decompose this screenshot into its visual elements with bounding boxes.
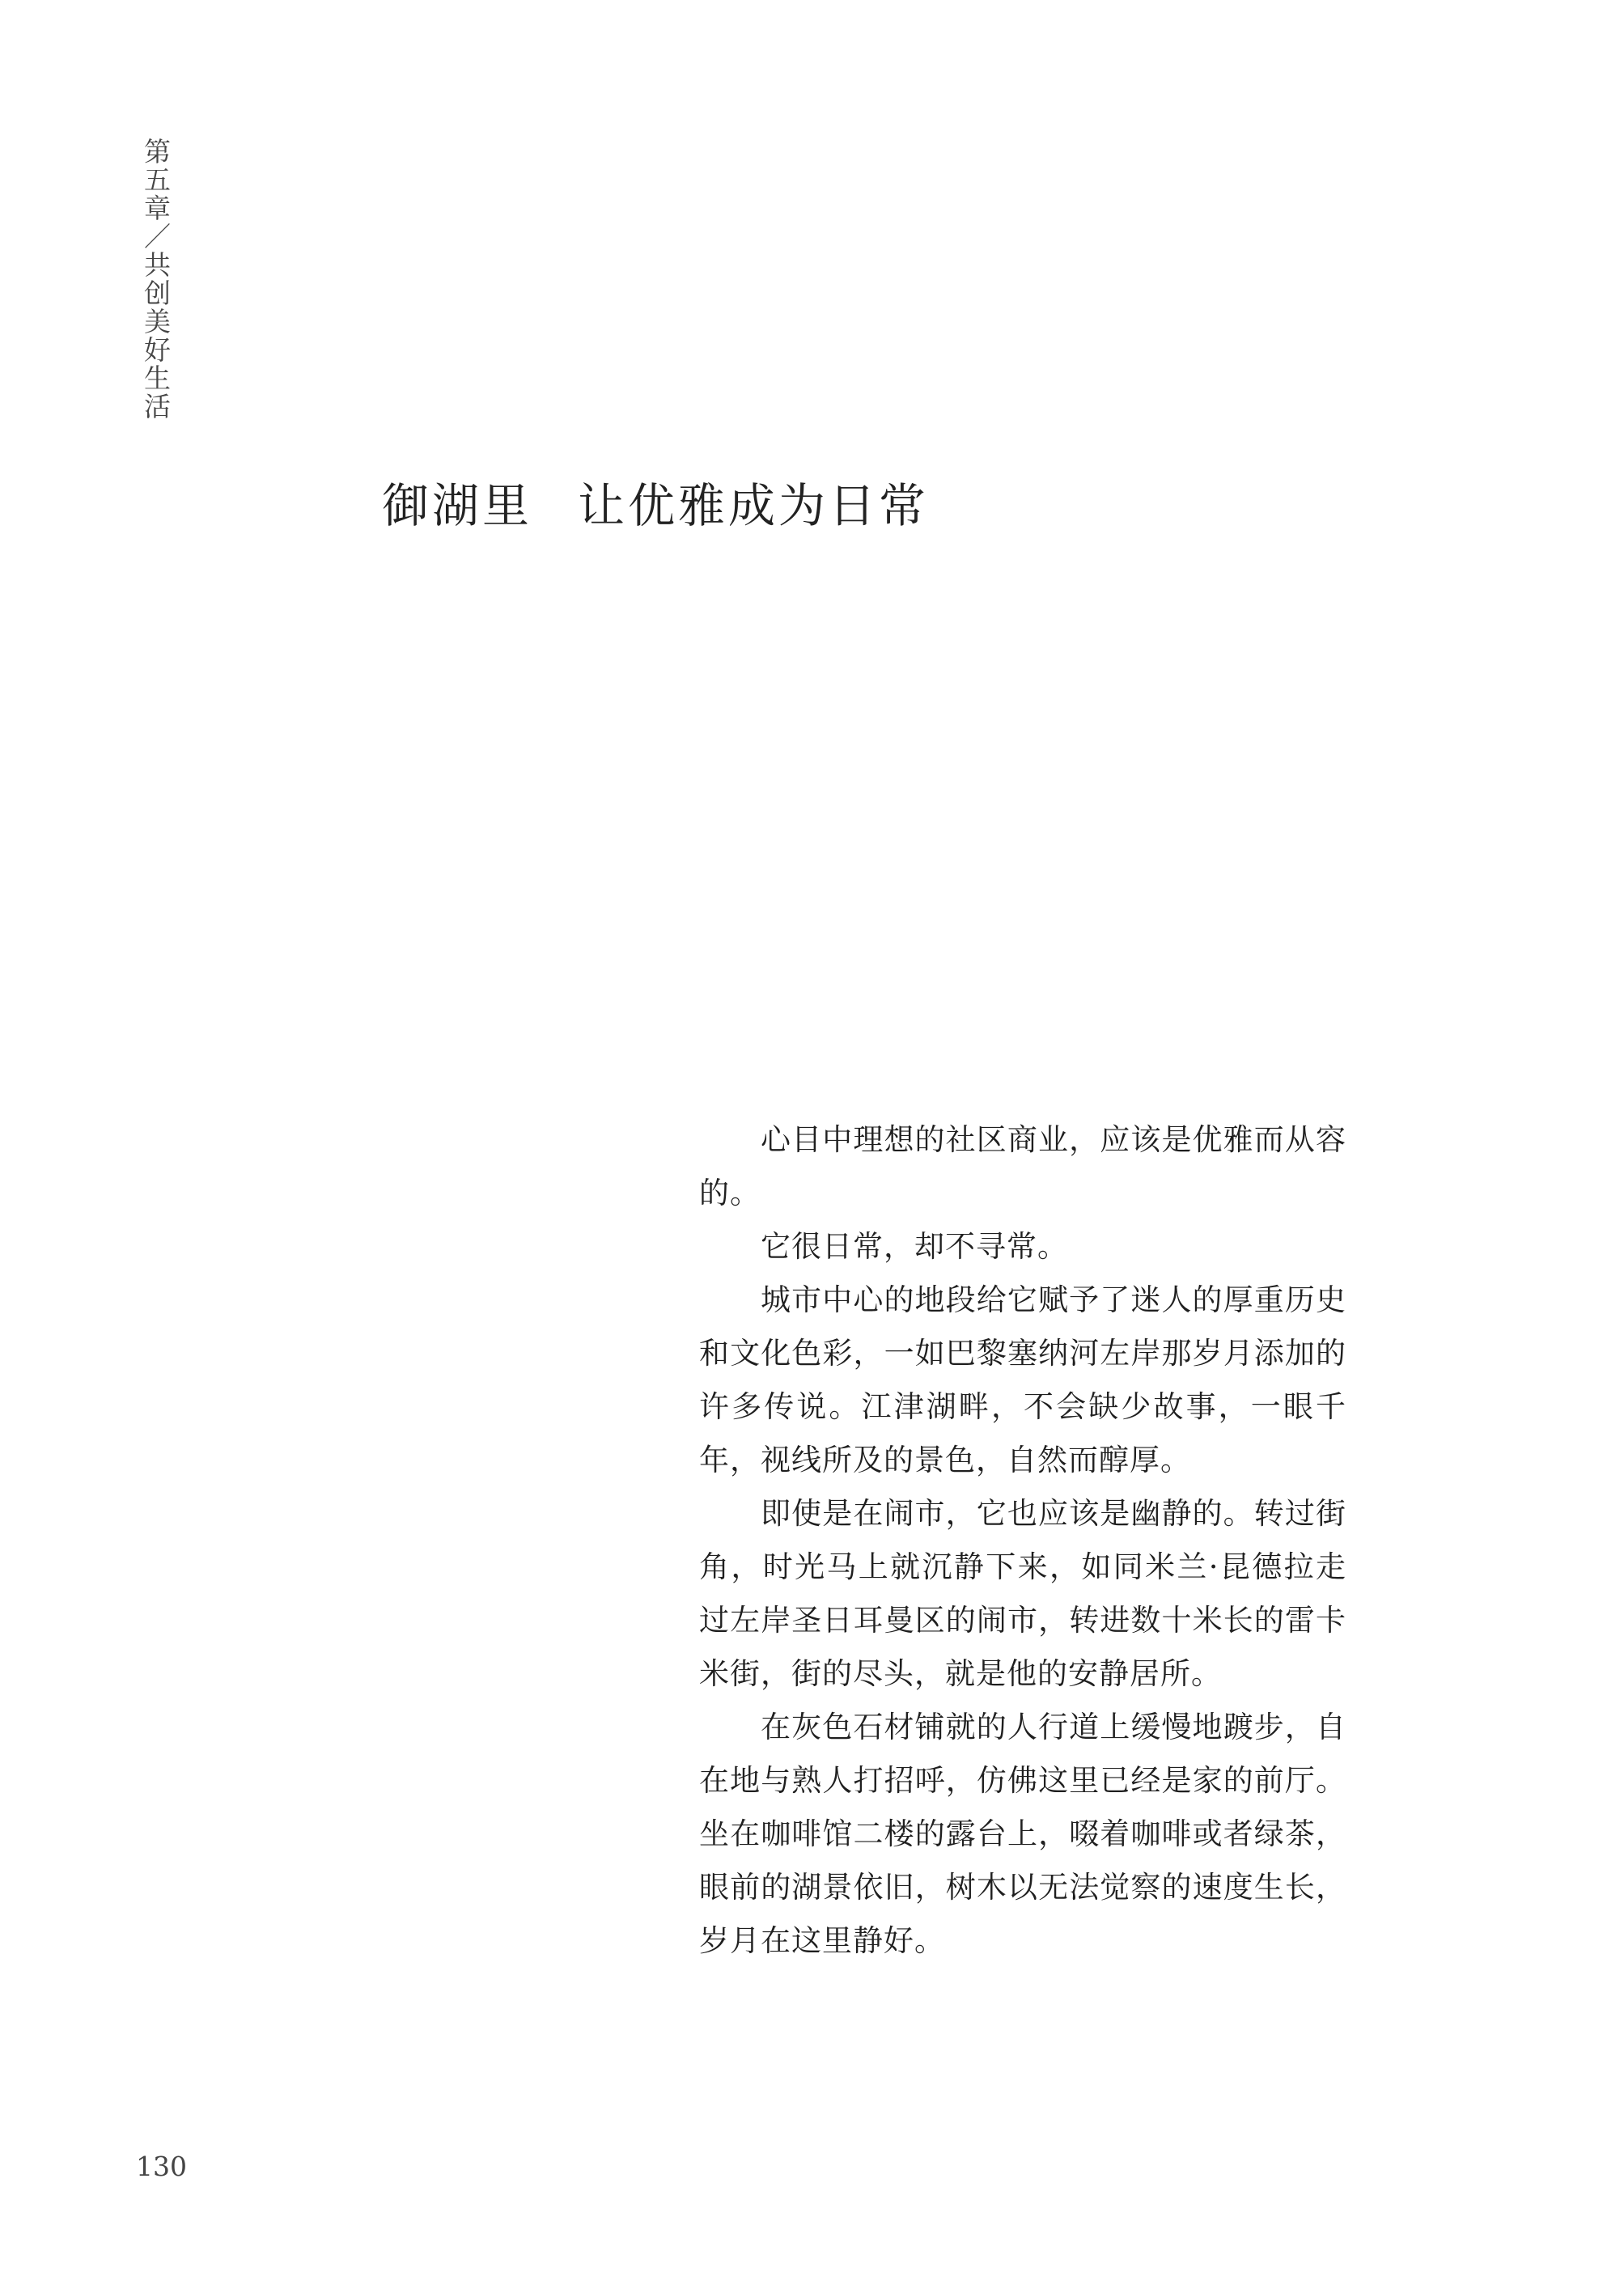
running-head: 第五章／共创美好生活 [140,138,172,421]
paragraph-3: 城市中心的地段给它赋予了迷人的厚重历史和文化色彩，一如巴黎塞纳河左岸那岁月添加的许多传说。江津湖畔，不会缺少故事，一眼千年，视线所及的景色，自然而醇厚。 [699,1282,1346,1477]
paragraph-1: 心目中理想的社区商业，应该是优雅而从容的。 [699,1122,1346,1210]
paragraph-5: 在灰色石材铺就的人行道上缓慢地踱步，自在地与熟人打招呼，仿佛这里已经是家的前厅。坐在咖啡馆二楼的露台上，啜着咖啡或者绿茶，眼前的湖景依旧，树木以无法觉察的速度生长，岁月在这里静好。 [699,1710,1346,1958]
title-sub: 让优雅成为日常 [578,478,930,533]
page-number: 130 [136,2151,187,2182]
body-text [699,1113,1346,1968]
page-title [382,468,929,536]
paragraph-2: 它很日常，却不寻常。 [761,1229,1068,1264]
paragraph-4: 即使是在闹市，它也应该是幽静的。转过街角，时光马上就沉静下来，如同米兰·昆德拉走过左岸圣日耳曼区的闹市，转进数十米长的雷卡米街，街的尽头，就是他的安静居所。 [699,1496,1346,1691]
title-main: 御湖里 [382,478,533,533]
